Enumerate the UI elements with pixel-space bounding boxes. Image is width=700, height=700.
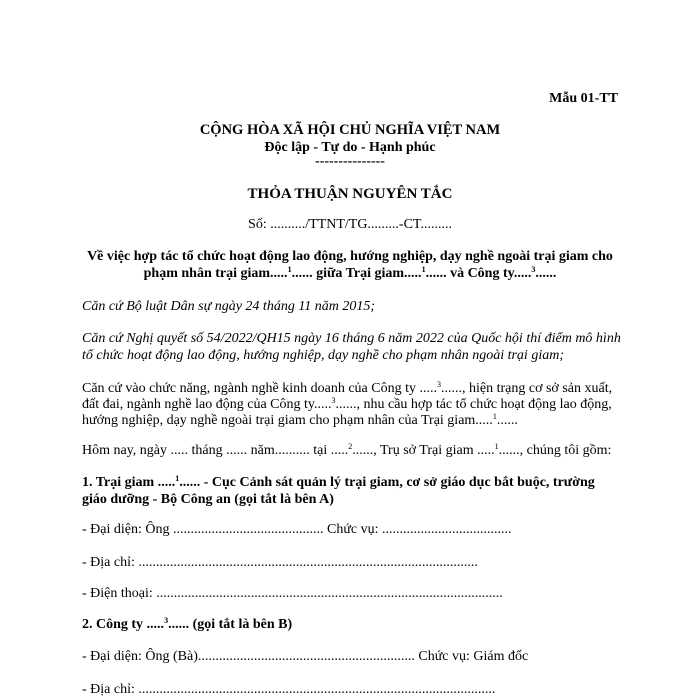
party-a-heading-text: 1. Trại giam ..... — [82, 475, 176, 490]
party-a-address: - Địa chỉ: ................................................................................................. — [82, 555, 478, 570]
basis-text: hướng nghiệp, dạy nghề ngoài trại giam cho phạm nhân của Trại giam..... — [82, 413, 493, 428]
legal-basis-resolution-line-2: tổ chức hoạt động lao động, hướng nghiệp, dạy nghề cho phạm nhân ngoài trại giam; — [82, 348, 564, 363]
party-b-heading — [82, 616, 292, 633]
party-a-heading-line-2: giáo dưỡng - Bộ Công an (gọi tắt là bên A) — [82, 492, 334, 507]
party-b-heading-text: 2. Công ty ..... — [82, 617, 165, 632]
basis-text: ......, nhu cầu hợp tác tổ chức hoạt động lao động, — [335, 397, 612, 412]
document-title: THỎA THUẬN NGUYÊN TẮC — [247, 186, 453, 202]
country-name: CỘNG HÒA XÃ HỘI CHỦ NGHĨA VIỆT NAM — [199, 122, 501, 138]
meeting-text: ......, chúng tôi gồm: — [498, 443, 612, 458]
party-a-representative: - Đại diện: Ông ........................................... Chức vụ: ..................................... — [82, 522, 512, 537]
footnote-ref: 2 — [348, 442, 353, 451]
legal-basis-company-line-2 — [82, 396, 612, 413]
subject-text-c: ...... và Công ty..... — [425, 266, 532, 281]
subject-text-a: phạm nhân trại giam..... — [143, 266, 288, 281]
party-b-heading-text: ...... (gọi tắt là bên B) — [168, 617, 293, 632]
footnote-ref: 1 — [492, 412, 497, 421]
header-rule: --------------- — [315, 154, 385, 169]
footnote-ref: 3 — [531, 265, 536, 274]
meeting-text: Hôm nay, ngày ..... tháng ...... năm.......... tại ..... — [82, 443, 349, 458]
subject-line-2 — [0, 265, 700, 282]
party-b-representative: - Đại diện: Ông (Bà).............................................................. Chức vụ: Giám đốc — [82, 649, 529, 664]
basis-text: Căn cứ vào chức năng, ngành nghề kinh doanh của Công ty ..... — [82, 381, 437, 396]
party-a-phone: - Điện thoại: ................................................................................................... — [82, 586, 503, 601]
basis-text: đất đai, ngành nghề lao động của Công ty..... — [82, 397, 332, 412]
subject-text-d: ...... — [535, 266, 557, 281]
legal-basis-civil-code: Căn cứ Bộ luật Dân sự ngày 24 tháng 11 năm 2015; — [82, 299, 376, 314]
national-motto: Độc lập - Tự do - Hạnh phúc — [264, 140, 436, 155]
subject-text-b: ...... giữa Trại giam..... — [291, 266, 422, 281]
legal-basis-resolution-line-1: Căn cứ Nghị quyết số 54/2022/QH15 ngày 16 tháng 6 năm 2022 của Quốc hội thí điểm mô hình — [82, 331, 621, 346]
party-a-heading-line-1 — [82, 474, 595, 491]
basis-text: ...... — [496, 413, 518, 428]
basis-text: ......, hiện trạng cơ sở sản xuất, — [440, 381, 613, 396]
footnote-ref: 3 — [436, 380, 441, 389]
legal-basis-company-line-1 — [82, 380, 612, 397]
form-code: Mẫu 01-TT — [549, 91, 618, 106]
footnote-ref: 1 — [287, 265, 292, 274]
party-b-address: - Địa chỉ: ...................................................................................................... — [82, 682, 496, 697]
footnote-ref: 3 — [164, 616, 169, 625]
legal-basis-company-line-3 — [82, 412, 518, 429]
party-a-heading-text: ...... - Cục Cảnh sát quản lý trại giam, cơ sở giáo dục bắt buộc, trường — [179, 475, 595, 490]
subject-line-1: Về việc hợp tác tổ chức hoạt động lao động, hướng nghiệp, dạy nghề ngoài trại giam cho — [87, 249, 613, 264]
meeting-text: ......, Trụ sở Trại giam ..... — [352, 443, 495, 458]
footnote-ref: 1 — [421, 265, 426, 274]
document-number: Số: ........../TTNT/TG.........-CT......... — [248, 217, 452, 232]
footnote-ref: 3 — [331, 396, 336, 405]
footnote-ref: 1 — [175, 474, 180, 483]
footnote-ref: 1 — [494, 442, 499, 451]
meeting-statement — [82, 442, 611, 459]
